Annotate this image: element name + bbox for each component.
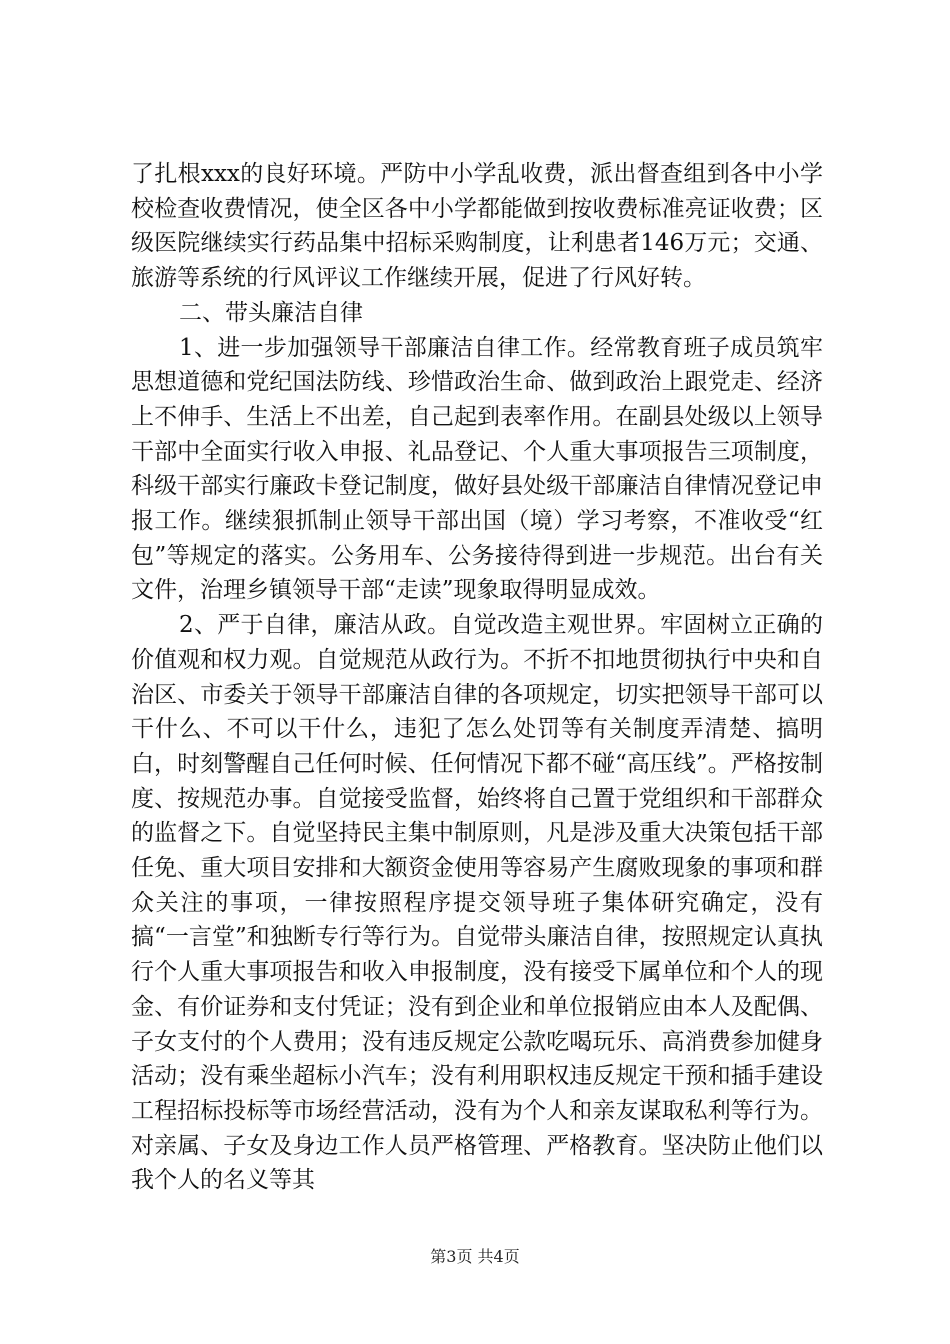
- section-heading: 二、带头廉洁自律: [179, 299, 363, 326]
- paragraph-item-1: 1、进一步加强领导干部廉洁自律工作。经常教育班子成员筑牢思想道德和党纪国法防线、珍惜政治生命、做到政治上跟党走、经济上不伸手、生活上不出差，自己起到表率作用。在副县处级以上领导干部中全面实行收入申报、礼品登记、个人重大事项报告三项制度，科级干部实行廉政卡登记制度，做好县处级干部廉洁自律情况登记申报工作。继续狠抓制止领导干部出国（境）学习考察，不准收受“红包”等规定的落实。公务用车、公务接待得到进一步规范。出台有关文件，治理乡镇领导干部“走读”现象取得明显成效。: [131, 334, 823, 604]
- page-number-footer: 第3页 共4页: [430, 1247, 520, 1266]
- paragraph-item-2: 2、严于自律，廉洁从政。自觉改造主观世界。牢固树立正确的价值观和权力观。自觉规范从政行为。不折不扣地贯彻执行中央和自治区、市委关于领导干部廉洁自律的各项规定，切实把领导干部可以干什么、不可以干什么，违犯了怎么处罚等有关制度弄清楚、搞明白，时刻警醒自己任何时候、任何情况下都不碰“高压线”。严格按制度、按规范办事。自觉接受监督，始终将自己置于党组织和干部群众的监督之下。自觉坚持民主集中制原则，凡是涉及重大决策包括干部任免、重大项目安排和大额资金使用等容易产生腐败现象的事项和群众关注的事项，一律按照程序提交领导班子集体研究确定，没有搞“一言堂”和独断专行等行为。自觉带头廉洁自律，按照规定认真执行个人重大事项报告和收入申报制度，没有接受下属单位和个人的现金、有价证券和支付凭证；没有到企业和单位报销应由本人及配偶、子女支付的个人费用；没有违反规定公款吃喝玩乐、高消费参加健身活动；没有乘坐超标小汽车；没有利用职权违反规定干预和插手建设工程招标投标等市场经营活动，没有为个人和亲友谋取私利等行为。对亲属、子女及身边工作人员严格管理、严格教育。坚决防止他们以我个人的名义等其: [131, 612, 823, 1194]
- paragraph-continuation: 了扎根xxx的良好环境。严防中小学乱收费，派出督查组到各中小学校检查收费情况，使全区各中小学都能做到按收费标准亮证收费；区级医院继续实行药品集中招标采购制度，让利患者146万元；交通、旅游等系统的行风评议工作继续开展，促进了行风好转。: [131, 161, 823, 292]
- document-body: [131, 157, 823, 1198]
